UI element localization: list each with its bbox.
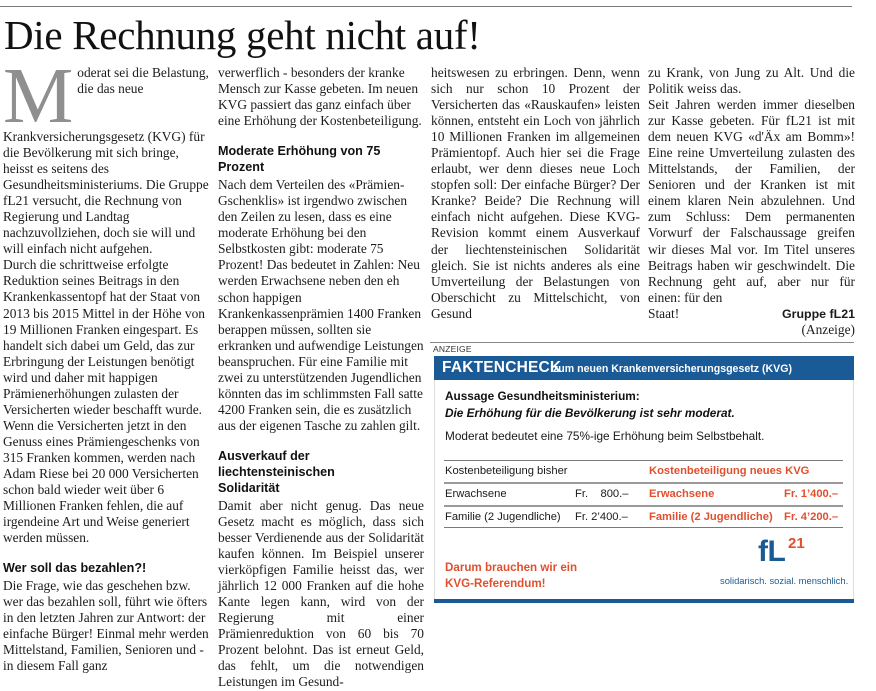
value-new: Fr. 4’200.– xyxy=(784,511,839,523)
value-new: Fr. 1’400.– xyxy=(784,488,839,500)
label-new: Familie (2 Jugendliche) xyxy=(649,511,773,523)
ad-explanation: Moderat bedeutet eine 75%-ige Erhöhung beim Selbstbehalt. xyxy=(445,429,765,443)
headline: Die Rechnung geht nicht auf! xyxy=(4,12,481,58)
paragraph: verwerflich - besonders der kranke Mensch zur Kasse gebeten. Im neuen KVG passiert das ganz einfach über eine Erhöhung der Kostenbeteiligung. xyxy=(218,65,422,129)
top-rule xyxy=(0,6,852,7)
ad-header-subtitle: zum neuen Krankenversicherungsgesetz (KVG) xyxy=(553,363,793,375)
header-new: Kostenbeteiligung neues KVG xyxy=(649,465,810,477)
dropcap: M xyxy=(3,53,74,140)
signature-row xyxy=(648,306,855,322)
paragraph: Seit Jahren werden immer dieselben zur Kasse gebeten. Für fL21 ist mit dem neuen KVG «d'Äx am Bomm»! Eine reine Umverteilung zulasten des Mittelstands, der Familien, der Senioren und der Kranken ist mit einem klaren Nein abzulehnen. Und zum Schluss: Dem permanenten Vorwurf der Falschaussage greifen wir dieses Mal vor. Im Titel unseres Beitrags haben wir geschwindelt. Die Rechnung geht auf, aber nur für einen: für den xyxy=(648,97,855,305)
ad-claim: Die Erhöhung für die Bevölkerung ist sehr moderat. xyxy=(445,406,735,420)
ad-note: (Anzeige) xyxy=(801,321,855,337)
table-row xyxy=(444,482,843,505)
logo-text: fL xyxy=(758,535,786,568)
label-old: Familie (2 Jugendliche) xyxy=(445,511,561,523)
value-old: Fr. 800.– xyxy=(575,488,629,500)
ad-label: ANZEIGE xyxy=(433,344,472,354)
signature: Gruppe fL21 xyxy=(782,306,855,321)
article-column-1 xyxy=(3,53,211,675)
label-new: Erwachsene xyxy=(649,488,715,500)
ad-header xyxy=(434,356,854,380)
paragraph: Nach dem Verteilen des «Prämien-Gschenklis» ist irgendwo zwischen den Zeilen zu lesen, dass es eine moderate Erhöhung bei den Selbstkosten gibt: moderate 75 Prozent! Das bedeutet in Zahlen: Neu werden Erwachsene neben den eh schon happigen Krankenkassenprämien 1400 Franken berappen müssen, sollten sie erkranken und aufwendige Leistungen beanspruchen. Für eine Familie mit zwei zu unterstützenden Jugendlichen könnten das im schlimmsten Fall satte 4200 Franken sein, die es zusätzlich aus der eigenen Tasche zu zahlen gilt. xyxy=(218,177,424,433)
ad-header-title: FAKTENCHECK xyxy=(442,359,562,376)
ad-claim-label: Aussage Gesundheitsministerium: xyxy=(445,389,640,403)
cta-line: Darum brauchen wir ein xyxy=(445,561,578,574)
logo-superscript: 21 xyxy=(788,535,805,552)
fl21-logo xyxy=(758,537,848,571)
paragraph: Durch die schrittweise erfolgte Reduktion seines Beitrags in den Krankenkassentopf hat der Staat von 2013 bis 2015 Mittel in der Höhe von 19 Millionen Franken eingespart. Es handelt sich dabei um Geld, das zur Erbringung der Leistungen benötigt wird und daher mit happigen Prämienerhöhungen zulasten der Versicherten wieder beschafft wurde. Wenn die Versicherten jetzt in den Genuss eines Prämiengeschenks von 315 Franken kommen, werden nach Adam Riese bei 20 000 Versicherten schon bald wieder weit über 6 Millionen Franken fehlen, die auf irgendeine Art und Weise generiert werden müssen. xyxy=(3,257,205,546)
subheading: Ausverkauf der liechtensteinischen Solidarität xyxy=(218,448,335,495)
paragraph: oderat sei die Belastung, die das neue Krankversicherungsgesetz (KVG) für die Bevölkerung mit sich bringe, heisst es seitens des Gesundheitsministeriums. Die Gruppe fL21 versucht, die Rechnung von Regierung und Landtag nachzuvollziehen, doch sie will und will einfach nicht aufgehen. xyxy=(3,65,209,257)
ad-footer-bar xyxy=(434,599,854,603)
subheading: Wer soll das bezahlen?! xyxy=(3,561,147,576)
subheading: Moderate Erhöhung von 75 Prozent xyxy=(218,144,381,175)
article-column-4 xyxy=(648,65,855,338)
paragraph: heitswesen zu erbringen. Denn, wenn sich nur schon 10 Prozent der Versicherten das «Rauskaufen» leisten können, entsteht ein Loch von jährlich 10 Millionen Franken im allgemeinen Prämientopf. Auch hier sei die Frage erlaubt, wer denn dieses neue Loch stopfen soll: Der einfache Bürger? Der Kranke? Beide? Die Rechnung will einfach nicht aufgehen. Diese KVG-Revision kommt einem Ausverkauf der liechtensteinischen Solidarität gleich. Sie ist nichts anderes als eine Umverteilung der Belastungen von Oberschicht zu Mittelschicht, von Gesund xyxy=(431,65,640,321)
table-header-row xyxy=(444,460,843,482)
cta-line: KVG-Referendum! xyxy=(445,577,546,590)
table-row xyxy=(444,505,843,528)
last-word: Staat! xyxy=(648,305,680,321)
comparison-table xyxy=(444,460,843,528)
paragraph: Damit aber nicht genug. Das neue Gesetz macht es möglich, dass sich besser Verdienende aus der Solidarität kaufen können. Im Beispiel unserer vierköpfigen Familie heisst das, wer jährlich 12 000 Franken auf die hohe Kante legen kann, wird von der Regierung mit einer Prämienreduktion von 60 bis 70 Prozent belohnt. Das ist erneut Geld, das fehlt, um die notwendigen Leistungen im Gesund- xyxy=(218,497,424,690)
article-column-2 xyxy=(218,65,424,691)
paragraph: zu Krank, von Jung zu Alt. Und die Politik weiss das. xyxy=(648,65,855,97)
value-old: Fr. 2’400.– xyxy=(575,511,628,523)
article-column-3 xyxy=(431,65,640,322)
header-old: Kostenbeteiligung bisher xyxy=(445,465,568,477)
ad-rule xyxy=(430,342,854,343)
label-old: Erwachsene xyxy=(445,488,507,500)
ad-call-to-action xyxy=(445,560,577,592)
paragraph: Die Frage, wie das geschehen bzw. wer das bezahlen soll, führt wie öfters in den letzten Jahren zur Antwort: der einfache Bürger! Einmal mehr werden Mittelstand, Familien, Senioren und - in diesem Fall ganz xyxy=(3,578,209,674)
logo-tagline: solidarisch. sozial. menschlich. xyxy=(720,575,849,586)
